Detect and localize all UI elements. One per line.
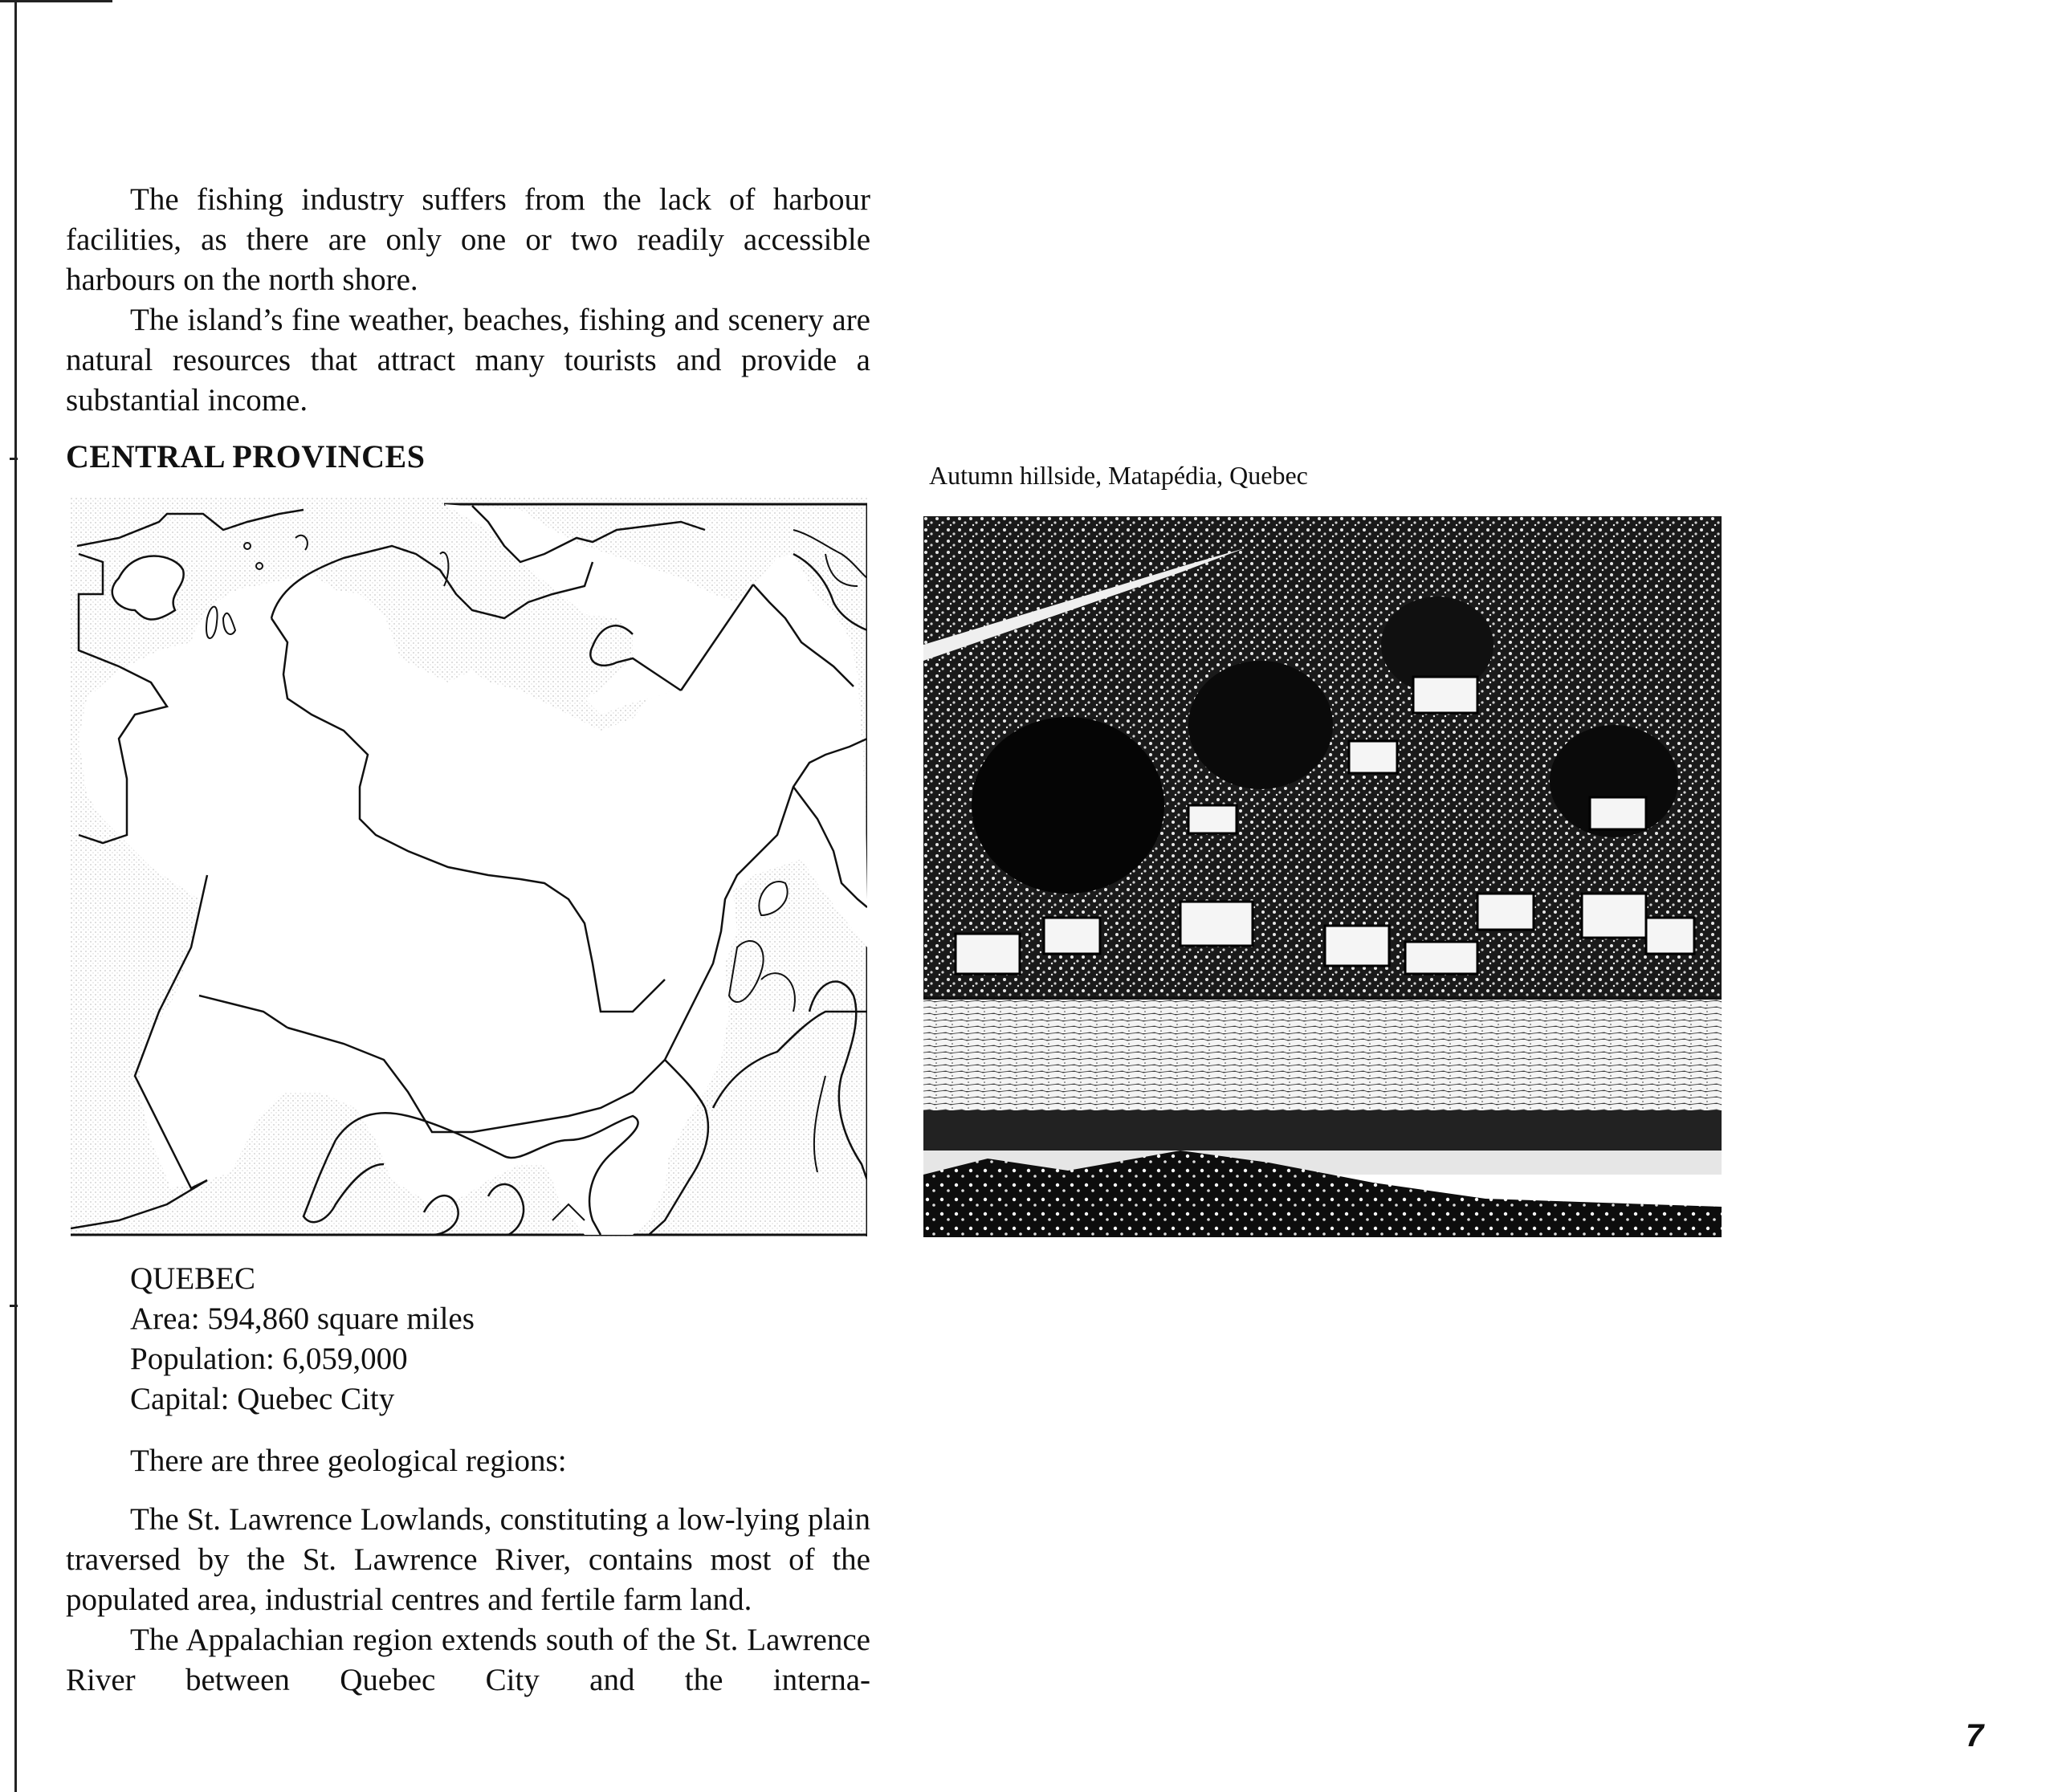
- page-number: 7: [1966, 1718, 1984, 1753]
- paragraph-tourism: The island’s fine weather, beaches, fishing and scenery are natural resources that attract many tourists and provide a substantial income.: [66, 303, 870, 417]
- section-heading: CENTRAL PROVINCES: [66, 438, 426, 474]
- province-capital: Capital: Quebec City: [130, 1382, 395, 1416]
- top-text-block: [66, 180, 870, 421]
- paragraph-lowlands: The St. Lawrence Lowlands, constituting a low-lying plain traversed by the St. Lawrence River, contains most of the populated area, industrial centres and fertile farm land.: [66, 1502, 870, 1617]
- paragraph-appalachian: The Appalachian region extends south of the St. Lawrence River between Quebec City and the interna-: [66, 1623, 870, 1697]
- binding-tick: [10, 458, 18, 460]
- province-name: QUEBEC: [130, 1261, 255, 1296]
- top-edge-rule: [0, 0, 112, 2]
- paragraph-fishing: The fishing industry suffers from the lack of harbour facilities, as there are only one or two readily accessible harbours on the north shore.: [66, 182, 870, 297]
- autumn-hillside-photo: [923, 516, 1722, 1237]
- province-facts: [130, 1259, 475, 1419]
- regions-intro: There are three geological regions:: [130, 1444, 567, 1478]
- binding-tick: [10, 1305, 18, 1307]
- province-population: Population: 6,059,000: [130, 1342, 408, 1376]
- quebec-outline-map: [71, 498, 867, 1236]
- binding-edge-line: [14, 0, 17, 1792]
- bottom-text-block: [66, 1500, 870, 1700]
- photo-caption: Autumn hillside, Matapédia, Quebec: [929, 461, 1308, 490]
- province-area: Area: 594,860 square miles: [130, 1301, 475, 1336]
